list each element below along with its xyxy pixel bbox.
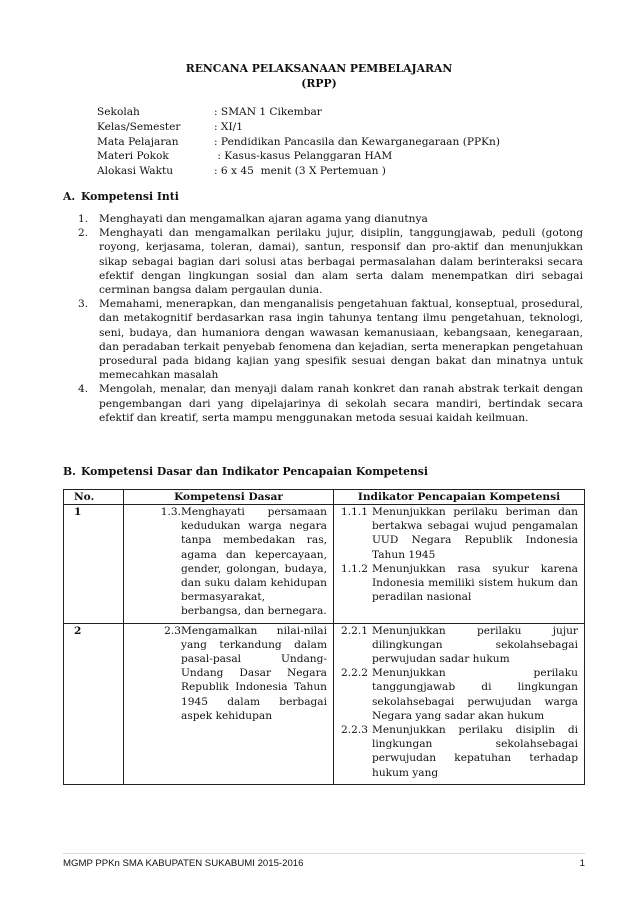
indicator-number: 2.2.2	[341, 667, 368, 680]
indicator-cell	[334, 623, 585, 784]
list-text: Mengolah, menalar, dan menyaji dalam ranah konkret dan ranah abstrak terkait dengan pengembangan dari yang dipelajarinya di sekolah secara mandiri, bertindak secara efektif dan kreatif, serta mampu menggunakan metoda sesuai kaidah keilmuan.	[99, 383, 583, 424]
table-row	[64, 505, 585, 624]
list-number: 2.	[78, 227, 89, 240]
indicator-cell	[334, 505, 585, 624]
indicator-number: 1.1.2	[341, 562, 368, 575]
indicator-item	[341, 562, 578, 605]
info-label: Sekolah	[97, 106, 140, 118]
info-label: Mata Pelajaran	[97, 135, 179, 148]
indicator-text: Menunjukkan perilaku beriman dan bertakwa sebagai wujud pengamalan UUD Negara Republik Indonesia Tahun 1945	[372, 506, 578, 561]
column-header-no: No.	[64, 490, 124, 505]
indicator-number: 1.1.1	[341, 506, 368, 518]
section-b-heading	[63, 465, 428, 479]
indicator-item	[341, 723, 578, 780]
info-row-class	[97, 120, 500, 135]
section-title: Kompetensi Dasar dan Indikator Pencapaian Kompetensi	[81, 465, 428, 478]
info-value: : Pendidikan Pancasila dan Kewarganegaraan (PPKn)	[214, 135, 500, 148]
footer-text: MGMP PPKn SMA KABUPATEN SUKABUMI 2015-2016	[63, 858, 304, 869]
list-number: 1.	[78, 213, 89, 225]
list-item	[78, 226, 583, 297]
table-header-row	[64, 490, 585, 505]
info-label: Kelas/Semester	[97, 120, 181, 133]
indicator-item	[341, 624, 578, 667]
basic-competency-cell	[124, 505, 334, 624]
info-row-school	[97, 105, 500, 120]
list-item	[78, 297, 583, 382]
indicator-text: Menunjukkan perilaku disiplin di lingkungan sekolahsebagai perwujudan kepatuhan terhadap hukum yang	[372, 724, 578, 779]
indicator-item	[341, 505, 578, 562]
info-value: : 6 x 45 menit (3 X Pertemuan )	[214, 165, 386, 178]
column-header-basic-competency: Kompetensi Dasar	[124, 490, 334, 505]
page-footer	[63, 853, 585, 871]
info-value: : Kasus-kasus Pelanggaran HAM	[214, 150, 393, 163]
row-number: 1	[64, 505, 124, 624]
column-header-indicator: Indikator Pencapaian Kompetensi	[334, 490, 585, 505]
list-number: 3.	[78, 298, 89, 311]
core-competency-list	[78, 212, 583, 425]
info-row-topic	[97, 149, 500, 164]
list-item	[78, 212, 583, 226]
section-a-heading	[63, 190, 179, 204]
indicator-number: 2.2.3	[341, 724, 368, 737]
indicator-text: Menunjukkan rasa syukur karena Indonesia memiliki sistem hukum dan peradilan nasional	[372, 562, 578, 604]
competency-number: 1.3.	[160, 506, 181, 518]
info-label: Alokasi Waktu	[97, 165, 174, 178]
competency-table	[63, 489, 585, 785]
info-value: : SMAN 1 Cikembar	[214, 106, 322, 118]
info-row-time	[97, 164, 500, 179]
list-item	[78, 382, 583, 425]
competency-number: 2.3	[164, 624, 181, 637]
info-value: : XI/1	[214, 120, 243, 133]
competency-text: Menghayati persamaan kedudukan warga negara tanpa membedakan ras, agama dan kepercayaan, gender, golongan, budaya, dan suku dalam kehidupan bermasyarakat, berbangsa, dan bernegara.	[181, 506, 327, 618]
list-text: Memahami, menerapkan, dan menganalisis pengetahuan faktual, konseptual, prosedural, dan metakognitif berdasarkan rasa ingin tahunya tentang ilmu pengetahuan, teknologi, seni, budaya, dan humaniora dengan wawasan kemanusiaan, kebangsaan, kenegaraan, dan peradaban terkait penyebab fenomena dan kejadian, serta menerapkan pengetahuan prosedural pada bidang kajian yang spesifik sesuai dengan bakat dan minatnya untuk memecahkan masalah	[99, 298, 583, 382]
list-number: 4.	[78, 383, 89, 396]
indicator-text: Menunjukkan perilaku jujur dilingkungan sekolahsebagai perwujudan sadar hukum	[372, 624, 578, 666]
section-letter: A.	[63, 190, 76, 203]
section-letter: B.	[63, 465, 76, 478]
document-subtitle: (RPP)	[301, 77, 337, 90]
table-row	[64, 623, 585, 784]
list-text: Menghayati dan mengamalkan perilaku jujur, disiplin, tanggungjawab, peduli (gotong royong, kerjasama, toleran, damai), santun, responsif dan pro-aktif dan menunjukkan sikap sebagai bagian dari solusi atas berbagai permasalahan dalam berinteraksi secara efektif dengan lingkungan sosial dan alam serta dalam menempatkan diri sebagai cerminan bangsa dalam pergaulan dunia.	[99, 227, 583, 297]
identity-block	[97, 105, 500, 179]
indicator-text: Menunjukkan perilaku tanggungjawab di lingkungan sekolahsebagai perwujudan warga Negara yang sadar akan hukum	[372, 667, 578, 722]
competency-text: Mengamalkan nilai-nilai yang terkandung dalam pasal-pasal Undang-Undang Dasar Negara Republik Indonesia Tahun 1945 dalam berbagai aspek kehidupan	[181, 624, 327, 722]
info-row-subject	[97, 135, 500, 150]
page-number: 1	[579, 858, 585, 869]
indicator-item	[341, 666, 578, 723]
list-text: Menghayati dan mengamalkan ajaran agama yang dianutnya	[99, 213, 428, 225]
indicator-number: 2.2.1	[341, 624, 368, 637]
section-title: Kompetensi Inti	[81, 190, 179, 203]
basic-competency-cell	[124, 623, 334, 784]
document-title: RENCANA PELAKSANAAN PEMBELAJARAN	[185, 62, 453, 75]
row-number: 2	[64, 623, 124, 784]
info-label: Materi Pokok	[97, 150, 169, 163]
